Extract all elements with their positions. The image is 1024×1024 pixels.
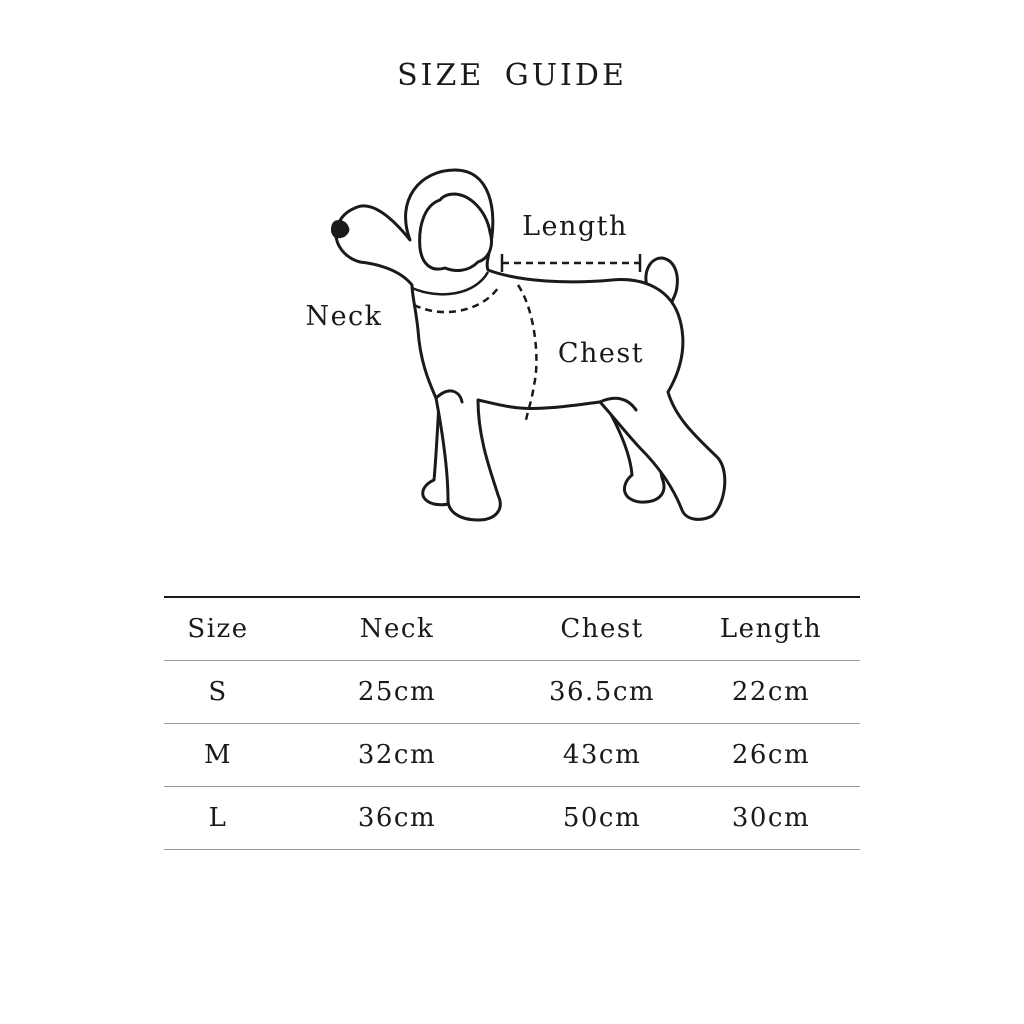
table-row	[164, 787, 860, 850]
size-table	[164, 596, 860, 850]
cell-length: 30cm	[682, 787, 860, 850]
cell-neck: 36cm	[272, 787, 522, 850]
cell-neck: 32cm	[272, 724, 522, 787]
dog-illustration	[290, 150, 750, 540]
dog-nose	[332, 221, 348, 236]
cell-length: 22cm	[682, 661, 860, 724]
header-size: Size	[164, 597, 272, 661]
table-row	[164, 724, 860, 787]
header-chest: Chest	[522, 597, 682, 661]
cell-neck: 25cm	[272, 661, 522, 724]
dog-measurement-diagram	[290, 150, 750, 540]
cell-chest: 43cm	[522, 724, 682, 787]
cell-size: L	[164, 787, 272, 850]
chest-label: Chest	[557, 338, 645, 369]
table-row	[164, 661, 860, 724]
page-title: SIZE GUIDE	[397, 58, 627, 93]
length-label: Length	[522, 211, 628, 242]
cell-size: M	[164, 724, 272, 787]
table-header-row	[164, 597, 860, 661]
header-length: Length	[682, 597, 860, 661]
cell-chest: 36.5cm	[522, 661, 682, 724]
cell-length: 26cm	[682, 724, 860, 787]
cell-chest: 50cm	[522, 787, 682, 850]
cell-size: S	[164, 661, 272, 724]
neck-label: Neck	[305, 301, 383, 332]
header-neck: Neck	[272, 597, 522, 661]
